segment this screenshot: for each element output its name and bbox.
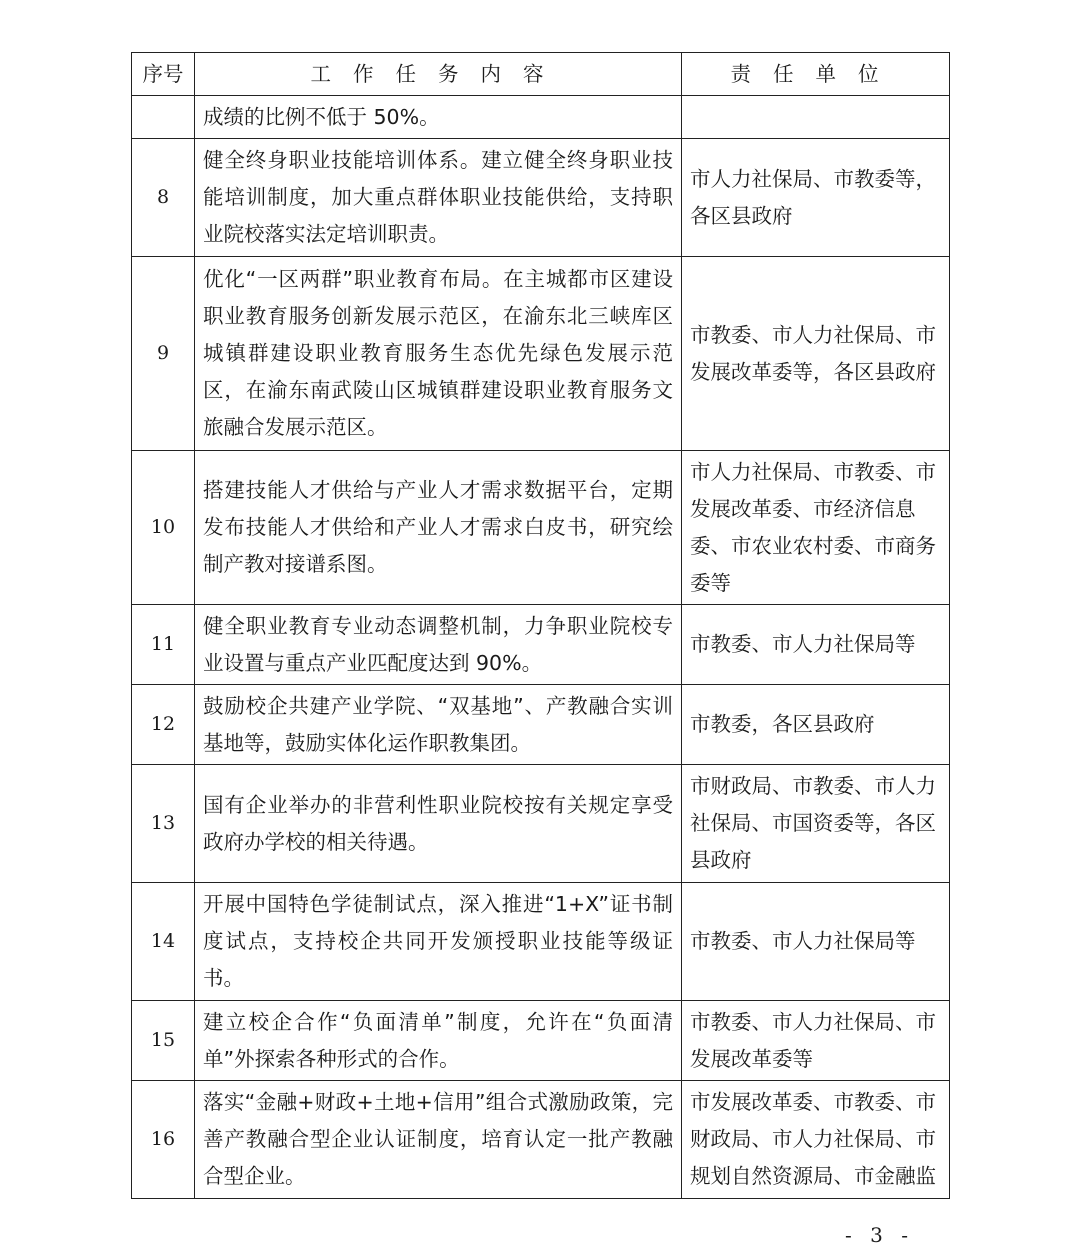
table-row: [132, 96, 950, 139]
row-number: 9: [132, 257, 195, 451]
table-row: [132, 139, 950, 257]
table-row: [132, 685, 950, 765]
header-task: 工作任务内容: [195, 53, 682, 96]
header-unit: 责任单位: [682, 53, 950, 96]
row-task: 建立校企合作“负面清单”制度，允许在“负面清单”外探索各种形式的合作。: [195, 1001, 682, 1081]
table-header-row: [132, 53, 950, 96]
row-unit: 市人力社保局、市教委等，各区县政府: [682, 139, 950, 257]
table-row: [132, 765, 950, 883]
row-task: 优化“一区两群”职业教育布局。在主城都市区建设职业教育服务创新发展示范区，在渝东北三峡库区城镇群建设职业教育服务生态优先绿色发展示范区，在渝东南武陵山区城镇群建设职业教育服务文旅融合发展示范区。: [195, 257, 682, 451]
row-number: 12: [132, 685, 195, 765]
table-row: [132, 451, 950, 605]
row-task: 落实“金融+财政+土地+信用”组合式激励政策，完善产教融合型企业认证制度，培育认定一批产教融合型企业。: [195, 1081, 682, 1199]
row-number: 15: [132, 1001, 195, 1081]
header-seq: 序号: [132, 53, 195, 96]
row-unit: 市教委、市人力社保局等: [682, 605, 950, 685]
row-unit: 市教委、市人力社保局、市发展改革委等: [682, 1001, 950, 1081]
table-row: [132, 605, 950, 685]
row-unit: 市人力社保局、市教委、市发展改革委、市经济信息委、市农业农村委、市商务委等: [682, 451, 950, 605]
row-task: 鼓励校企共建产业学院、“双基地”、产教融合实训基地等，鼓励实体化运作职教集团。: [195, 685, 682, 765]
row-task: 搭建技能人才供给与产业人才需求数据平台，定期发布技能人才供给和产业人才需求白皮书，研究绘制产教对接谱系图。: [195, 451, 682, 605]
row-unit: 市发展改革委、市教委、市财政局、市人力社保局、市规划自然资源局、市金融监: [682, 1081, 950, 1199]
task-table: [131, 52, 950, 1199]
row-number: 14: [132, 883, 195, 1001]
page-number: - 3 -: [845, 1223, 914, 1247]
row-number: 16: [132, 1081, 195, 1199]
table-row: [132, 1081, 950, 1199]
row-unit: 市财政局、市教委、市人力社保局、市国资委等，各区县政府: [682, 765, 950, 883]
row-task: 开展中国特色学徒制试点，深入推进“1+X”证书制度试点，支持校企共同开发颁授职业技能等级证书。: [195, 883, 682, 1001]
row-number: 13: [132, 765, 195, 883]
row-task: 国有企业举办的非营利性职业院校按有关规定享受政府办学校的相关待遇。: [195, 765, 682, 883]
row-unit: [682, 96, 950, 139]
row-number: 11: [132, 605, 195, 685]
row-task: 健全终身职业技能培训体系。建立健全终身职业技能培训制度，加大重点群体职业技能供给，支持职业院校落实法定培训职责。: [195, 139, 682, 257]
row-unit: 市教委，各区县政府: [682, 685, 950, 765]
row-number: [132, 96, 195, 139]
table-row: [132, 883, 950, 1001]
row-unit: 市教委、市人力社保局等: [682, 883, 950, 1001]
row-number: 10: [132, 451, 195, 605]
row-unit: 市教委、市人力社保局、市发展改革委等，各区县政府: [682, 257, 950, 451]
table-row: [132, 1001, 950, 1081]
row-number: 8: [132, 139, 195, 257]
table-row: [132, 257, 950, 451]
row-task: 成绩的比例不低于 50%。: [195, 96, 682, 139]
row-task: 健全职业教育专业动态调整机制，力争职业院校专业设置与重点产业匹配度达到 90%。: [195, 605, 682, 685]
